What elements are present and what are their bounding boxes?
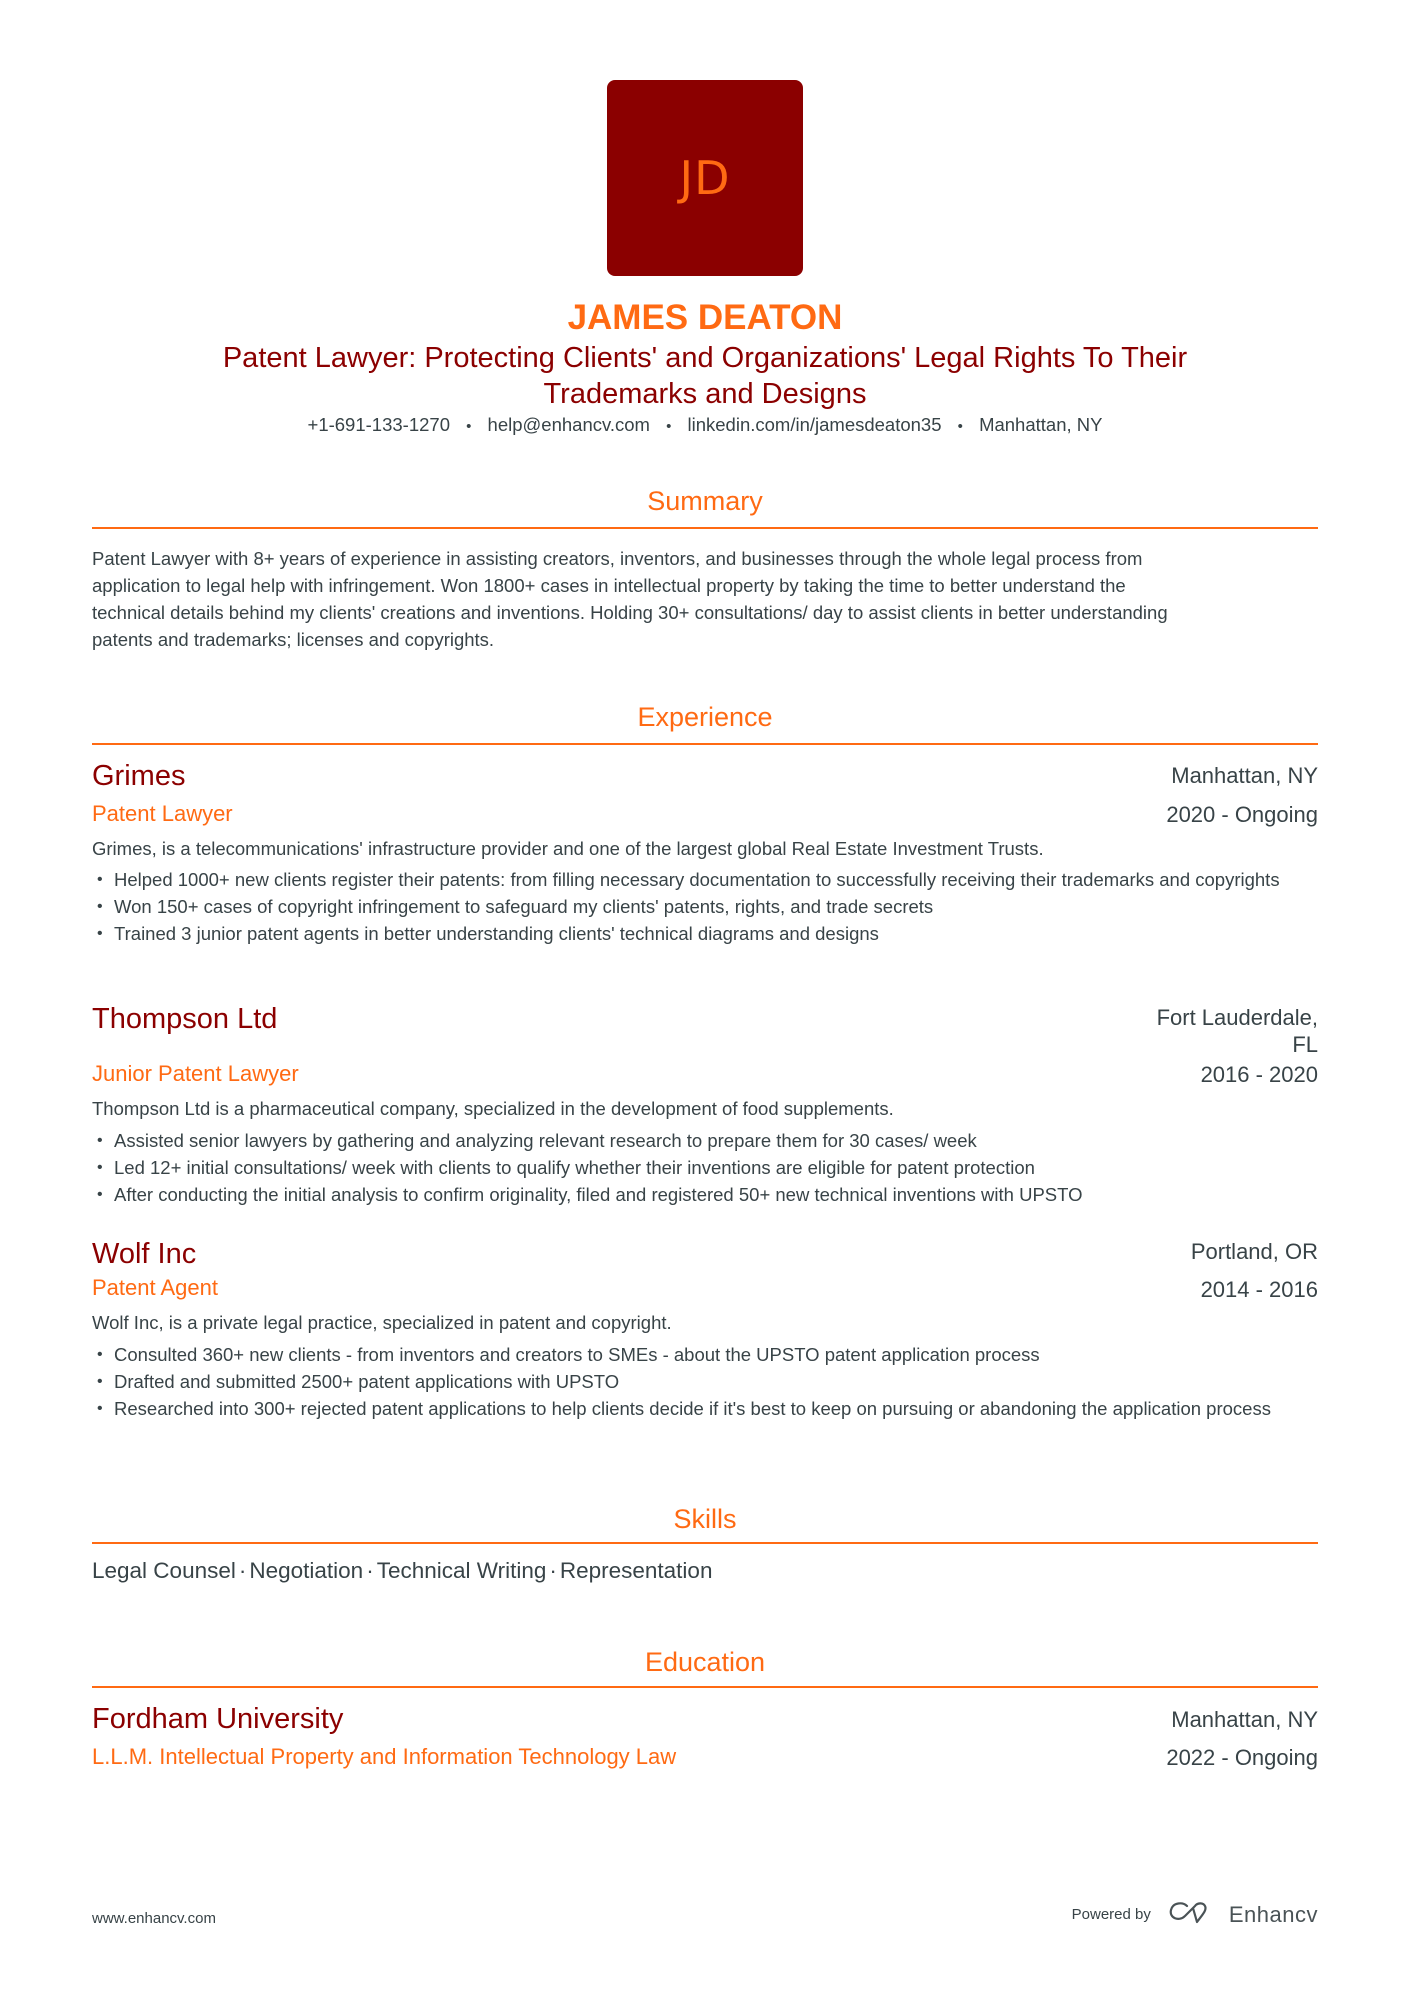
achievement-item: • Won 150+ cases of copyright infringement to safeguard my clients' patents, rights, and trade secrets [92, 893, 1318, 920]
job-title: Patent Lawyer [92, 801, 233, 826]
contact-location: Manhattan, NY [979, 414, 1103, 435]
skills-list [92, 1558, 712, 1584]
job-dates: 2016 - 2020 [1200, 1062, 1318, 1087]
achievement-list [92, 1127, 1318, 1208]
contact-bar [0, 414, 1410, 436]
achievement-item: • Researched into 300+ rejected patent applications to help clients decide if it's best to keep on pursuing or abandoning the application process [92, 1395, 1318, 1422]
job-title: Patent Agent [92, 1275, 218, 1300]
avatar-initials: JD [679, 151, 731, 205]
skill-item: Technical Writing [376, 1558, 547, 1583]
section-divider [92, 1542, 1318, 1544]
section-divider [92, 527, 1318, 529]
avatar [607, 80, 803, 276]
headline-line-1: Patent Lawyer: Protecting Clients' and Organizations' Legal Rights To Their [222, 342, 1188, 374]
company-name: Thompson Ltd [92, 1003, 278, 1035]
summary-text [92, 545, 1322, 653]
section-title-skills: Skills [673, 1504, 737, 1534]
contact-linkedin[interactable]: linkedin.com/in/jamesdeaton35 [687, 414, 942, 435]
summary-line: technical details behind my clients' creations and inventions. Holding 30+ consultations/ day to assist clients in better understanding [92, 602, 1168, 623]
footer-powered-by[interactable] [1072, 1900, 1318, 1929]
section-divider [92, 743, 1318, 745]
summary-line: patents and trademarks; licenses and copyrights. [92, 629, 495, 650]
candidate-name: JAMES DEATON [567, 298, 843, 337]
job-location: Portland, OR [1190, 1239, 1318, 1264]
skill-item: Negotiation [249, 1558, 364, 1583]
job-location: Manhattan, NY [1171, 763, 1318, 788]
school-name: Fordham University [92, 1703, 344, 1735]
company-description: Grimes, is a telecommunications' infrastructure provider and one of the largest global Real Estate Investment Trusts. [92, 838, 1044, 859]
job-location [1157, 1004, 1318, 1058]
bullet-separator: • [666, 418, 672, 435]
company-name: Wolf Inc [92, 1238, 197, 1270]
contact-phone[interactable]: +1-691-133-1270 [307, 414, 450, 435]
company-name: Grimes [92, 760, 186, 792]
skill-separator: · [366, 1558, 374, 1583]
section-title-summary: Summary [647, 486, 763, 516]
education-dates: 2022 - Ongoing [1166, 1745, 1318, 1770]
job-location-line: Fort Lauderdale, [1156, 1005, 1318, 1030]
school-location: Manhattan, NY [1171, 1707, 1318, 1732]
achievement-item: • Led 12+ initial consultations/ week with clients to qualify whether their inventions are eligible for patent protection [92, 1154, 1318, 1181]
bullet-separator: • [466, 418, 472, 435]
enhancv-brand: Enhancv [1228, 1901, 1318, 1927]
company-description: Wolf Inc, is a private legal practice, specialized in patent and copyright. [92, 1312, 672, 1333]
achievement-item: • Helped 1000+ new clients register their patents: from filling necessary documentation to successfully receiving their trademarks and copyrights [92, 866, 1318, 893]
job-dates: 2020 - Ongoing [1166, 802, 1318, 827]
achievement-list [92, 866, 1318, 947]
skill-separator: · [549, 1558, 557, 1583]
achievement-item: • Trained 3 junior patent agents in better understanding clients' technical diagrams and designs [92, 920, 1318, 947]
degree: L.L.M. Intellectual Property and Information Technology Law [92, 1744, 677, 1769]
powered-by-label: Powered by [1071, 1906, 1151, 1923]
section-divider [92, 1686, 1318, 1688]
section-title-experience: Experience [637, 702, 773, 732]
summary-line: application to legal help with infringement. Won 1800+ cases in intellectual property by taking the time to better understand the [92, 575, 1126, 596]
achievement-item: • Assisted senior lawyers by gathering and analyzing relevant research to prepare them for 30 cases/ week [92, 1127, 1318, 1154]
job-location-line: FL [1292, 1032, 1318, 1057]
section-title-education: Education [644, 1647, 766, 1677]
bullet-separator: • [957, 418, 963, 435]
achievement-item: • Drafted and submitted 2500+ patent applications with UPSTO [92, 1368, 1318, 1395]
job-title: Junior Patent Lawyer [92, 1061, 299, 1086]
achievement-item: • After conducting the initial analysis to confirm originality, filed and registered 50+ new technical inventions with UPSTO [92, 1181, 1318, 1208]
headline-line-2: Trademarks and Designs [543, 378, 867, 410]
skill-separator: · [238, 1558, 247, 1583]
contact-email[interactable]: help@enhancv.com [487, 414, 650, 435]
footer-website[interactable]: www.enhancv.com [92, 1910, 216, 1927]
company-description: Thompson Ltd is a pharmaceutical company, specialized in the development of food supplements. [92, 1098, 894, 1119]
headline [150, 340, 1260, 412]
job-dates: 2014 - 2016 [1200, 1277, 1318, 1302]
achievement-item: • Consulted 360+ new clients - from inventors and creators to SMEs - about the UPSTO patent application process [92, 1341, 1318, 1368]
summary-line: Patent Lawyer with 8+ years of experience in assisting creators, inventors, and businesses through the whole legal process from [92, 548, 1143, 569]
achievement-list [92, 1341, 1318, 1422]
enhancv-logo-icon [1167, 1900, 1213, 1929]
skill-item: Representation [559, 1558, 713, 1583]
skill-item: Legal Counsel [92, 1558, 236, 1583]
